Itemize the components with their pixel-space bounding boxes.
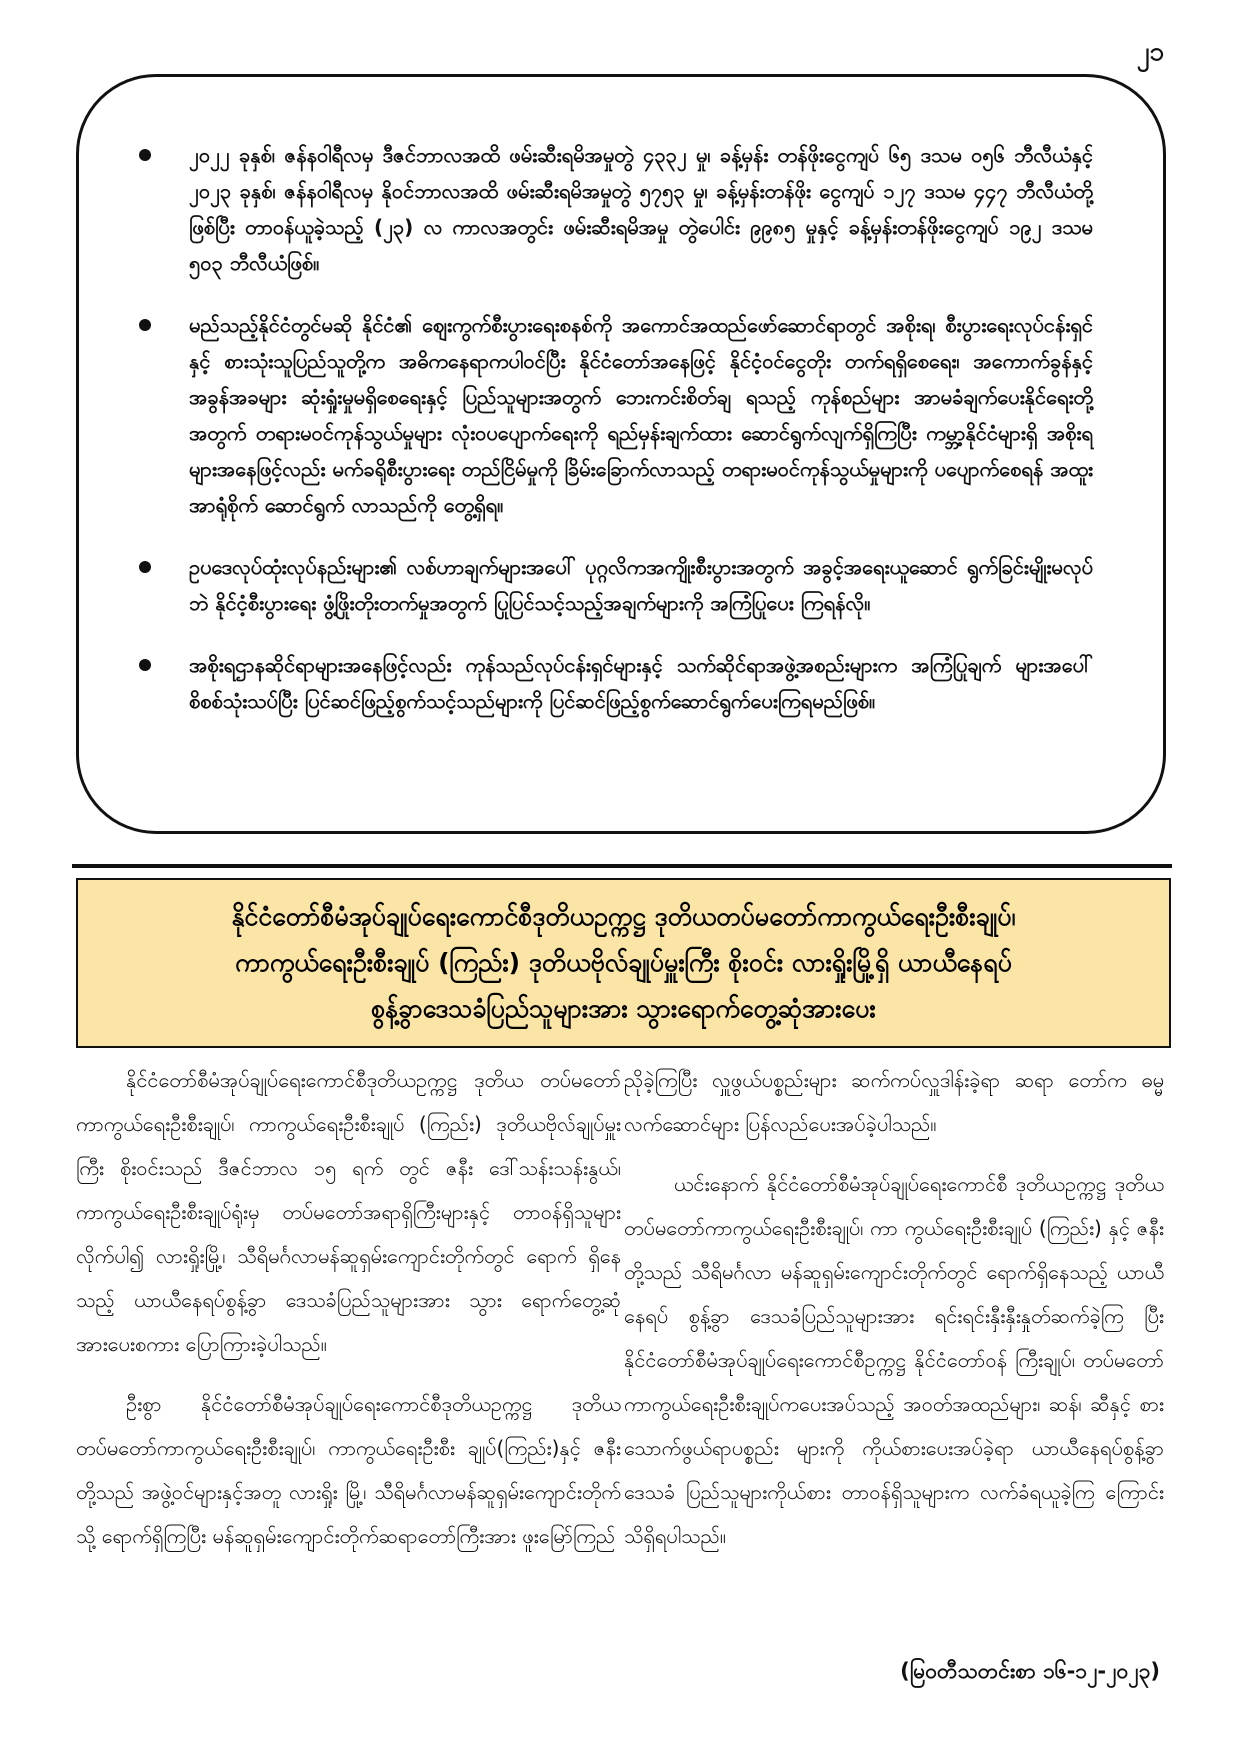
- summary-item-text: ဥပဒေလုပ်ထုံးလုပ်နည်းများ၏ လစ်ဟာချက်များအပေါ် ပုဂ္ဂလိကအကျိုးစီးပွားအတွက် အခွင့်အရေးယူဆောင် ရွက်ခြင်းမျိုးမလုပ်ဘဲ နိုင်ငံ့စီးပွားရေး ဖွံ့ဖြိုးတိုးတက်မှုအတွက် ပြုပြင်သင့်သည့်အချက်များကို အကြံပြုပေး ကြရန်လို။: [189, 555, 1093, 615]
- summary-item: [139, 549, 1093, 621]
- summary-item: [139, 137, 1093, 281]
- section-divider: [72, 864, 1172, 868]
- article-column-left: [76, 1058, 621, 1574]
- summary-box: [76, 74, 1166, 834]
- article-paragraph: ဦးစွာ နိုင်ငံတော်စီမံအုပ်ချုပ်ရေးကောင်စီဒုတိယဥက္ကဋ္ဌ ဒုတိယတပ်မတော်ကာကွယ်ရေးဦးစီးချုပ်၊ ကာကွယ်ရေးဦးစီး ချုပ်(ကြည်း)နှင့် ဇနီးတို့သည် အဖွဲ့ဝင်များနှင့်အတူ လားရှိုး မြို့၊ သီရိမင်္ဂလာမန်ဆူရှမ်းကျောင်းတိုက်သို့ ရောက်ရှိကြပြီး မန်ဆူရှမ်းကျောင်းတိုက်ဆရာတော်ကြီးအား ဖူးမြော်ကြည်: [76, 1392, 621, 1548]
- summary-item-text: မည်သည့်နိုင်ငံတွင်မဆို နိုင်ငံ၏ ဈေးကွက်စီးပွားရေးစနစ်ကို အကောင်အထည်ဖော်ဆောင်ရာတွင် အစိုးရ၊ စီးပွားရေးလုပ်ငန်းရှင်နှင့် စားသုံးသူပြည်သူတို့က အဓိကနေရာကပါဝင်ပြီး နိုင်ငံတော်အနေဖြင့် နိုင်ငံ့ဝင်ငွေတိုး တက်ရရှိစေရေး၊ အကောက်ခွန်နှင့် အခွန်အခများ ဆုံးရှုံးမှုမရှိစေရေးနှင့် ပြည်သူများအတွက် ဘေးကင်းစိတ်ချ ရသည့် ကုန်စည်များ အာမခံချက်ပေးနိုင်ရေးတို့အတွက် တရားမဝင်ကုန်သွယ်မှုများ လုံးဝပပျောက်ရေးကို ရည်မှန်းချက်ထား ဆောင်ရွက်လျက်ရှိကြပြီး ကမ္ဘာ့နိုင်ငံများရှိ အစိုးရများအနေဖြင့်လည်း မက်ခရိုစီးပွားရေး တည်ငြိမ်မှုကို ခြိမ်းခြောက်လာသည့် တရားမဝင်ကုန်သွယ်မှုများကို ပပျောက်စေရန် အထူးအာရုံစိုက် ဆောင်ရွက် လာသည်ကို တွေ့ရှိရ။: [189, 313, 1093, 517]
- source-citation: (မြဝတီသတင်းစာ ၁၆-၁၂-၂၀၂၃): [900, 1659, 1160, 1683]
- bullet-icon: [139, 149, 151, 161]
- article-column-right: [624, 1058, 1164, 1574]
- summary-item: [139, 307, 1093, 523]
- article-paragraph: နိုင်ငံတော်စီမံအုပ်ချုပ်ရေးကောင်စီဒုတိယဥက္ကဋ္ဌ ဒုတိယ တပ်မတော်ကာကွယ်ရေးဦးစီးချုပ်၊ ကာကွယ်ရေးဦးစီးချုပ် (ကြည်း) ဒုတိယဗိုလ်ချုပ်မှူးကြီး စိုးဝင်းသည် ဒီဇင်ဘာလ ၁၅ ရက် တွင် ဇနီး ဒေါ်သန်းသန်းနွယ်၊ ကာကွယ်ရေးဦးစီးချုပ်ရုံးမှ တပ်မတော်အရာရှိကြီးများနှင့် တာဝန်ရှိသူများလိုက်ပါ၍ လားရှိုးမြို့၊ သီရိမင်္ဂလာမန်ဆူရှမ်းကျောင်းတိုက်တွင် ရောက် ရှိနေသည့် ယာယီနေရပ်စွန့်ခွာ ဒေသခံပြည်သူများအား သွား ရောက်တွေ့ဆုံအားပေးစကား ပြောကြားခဲ့ပါသည်။: [76, 1068, 621, 1356]
- page-number: ၂၁: [1136, 37, 1164, 67]
- article-paragraph: ယင်းနောက် နိုင်ငံတော်စီမံအုပ်ချုပ်ရေးကောင်စီ ဒုတိယဥက္ကဋ္ဌ ဒုတိယတပ်မတော်ကာကွယ်ရေးဦးစီးချုပ်၊ ကာ ကွယ်ရေးဦးစီးချုပ် (ကြည်း) နှင့် ဇနီးတို့သည် သီရိမင်္ဂလာ မန်ဆူရှမ်းကျောင်းတိုက်တွင် ရောက်ရှိနေသည့် ယာယီနေရပ် စွန့်ခွာ ဒေသခံပြည်သူများအား ရင်းရင်းနှီးနှီးနှုတ်ဆက်ခဲ့ကြ ပြီး နိုင်ငံတော်စီမံအုပ်ချုပ်ရေးကောင်စီဥက္ကဋ္ဌ နိုင်ငံတော်ဝန် ကြီးချုပ်၊ တပ်မတော်ကာကွယ်ရေးဦးစီးချုပ်ကပေးအပ်သည့် အဝတ်အထည်များ၊ ဆန်၊ ဆီနှင့် စားသောက်ဖွယ်ရာပစ္စည်း များကို ကိုယ်စားပေးအပ်ခဲ့ရာ ယာယီနေရပ်စွန့်ခွာ ဒေသခံ ပြည်သူများကိုယ်စား တာဝန်ရှိသူများက လက်ခံရယူခဲ့ကြ ကြောင်း သိရှိရပါသည်။: [624, 1172, 1164, 1548]
- bullet-icon: [139, 659, 151, 671]
- summary-item-text: ၂၀၂၂ ခုနှစ်၊ ဇန်နဝါရီလမှ ဒီဇင်ဘာလအထိ ဖမ်းဆီးရမိအမှုတွဲ ၄၃၃၂ မှု၊ ခန့်မှန်း တန်ဖိုးငွေကျပ် ၆၅ ဒသမ ၀၅၆ ဘီလီယံနှင့် ၂၀၂၃ ခုနှစ်၊ ဇန်နဝါရီလမှ နိုဝင်ဘာလအထိ ဖမ်းဆီးရမိအမှုတွဲ ၅၇၅၃ မှု၊ ခန့်မှန်းတန်ဖိုး ငွေကျပ် ၁၂၇ ဒသမ ၄၄၇ ဘီလီယံတို့ဖြစ်ပြီး တာဝန်ယူခဲ့သည့် (၂၃) လ ကာလအတွင်း ဖမ်းဆီးရမိအမှု တွဲပေါင်း ၉၉၈၅ မှုနှင့် ခန့်မှန်းတန်ဖိုးငွေကျပ် ၁၉၂ ဒသမ ၅၀၃ ဘီလီယံဖြစ်။: [189, 143, 1093, 275]
- bullet-icon: [139, 319, 151, 331]
- headline: [232, 894, 1016, 1032]
- headline-line: ကာကွယ်ရေးဦးစီးချုပ် (ကြည်း) ဒုတိယဗိုလ်ချုပ်မှူးကြီး စိုးဝင်း လားရှိုးမြို့ရှိ ယာယီနေရပ်: [235, 948, 1012, 977]
- headline-box: [76, 878, 1171, 1048]
- headline-line: နိုင်ငံတော်စီမံအုပ်ချုပ်ရေးကောင်စီဒုတိယဥက္ကဋ္ဌ ဒုတိယတပ်မတော်ကာကွယ်ရေးဦးစီးချုပ်၊: [231, 902, 1016, 931]
- summary-list: [139, 137, 1093, 719]
- summary-item-text: အစိုးရဌာနဆိုင်ရာများအနေဖြင့်လည်း ကုန်သည်လုပ်ငန်းရှင်များနှင့် သက်ဆိုင်ရာအဖွဲ့အစည်းများက အကြံပြုချက် များအပေါ် စိစစ်သုံးသပ်ပြီး ပြင်ဆင်ဖြည့်စွက်သင့်သည်များကို ပြင်ဆင်ဖြည့်စွက်ဆောင်ရွက်ပေးကြရမည်ဖြစ်။: [189, 653, 1093, 713]
- headline-line: စွန့်ခွာဒေသခံပြည်သူများအား သွားရောက်တွေ့ဆုံအားပေး: [371, 994, 876, 1023]
- bullet-icon: [139, 561, 151, 573]
- summary-item: [139, 647, 1093, 719]
- article-paragraph: ညိုခဲ့ကြပြီး လှူဖွယ်ပစ္စည်းများ ဆက်ကပ်လှူဒါန်းခဲ့ရာ ဆရာ တော်က ဓမ္မလက်ဆောင်များ ပြန်လည်ပေးအပ်ခဲ့ပါသည်။: [624, 1068, 1164, 1136]
